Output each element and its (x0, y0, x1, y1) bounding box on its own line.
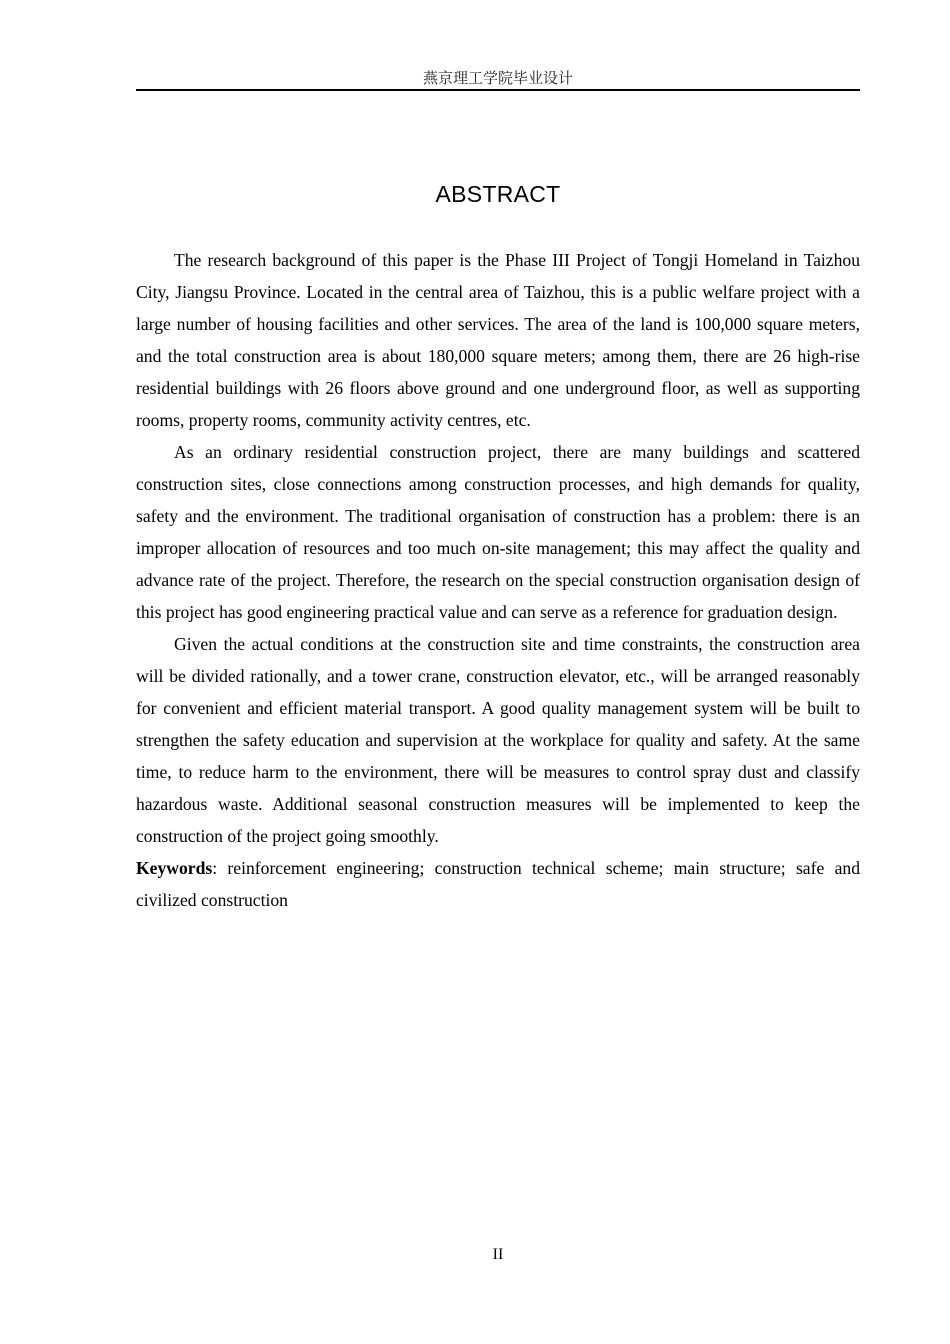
abstract-paragraph-3: Given the actual conditions at the construction site and time constraints, the construction area will be divided rationally, and a tower crane, construction elevator, etc., will be arranged reasonably for convenient and efficient material transport. A good quality management system will be built to strengthen the safety education and supervision at the workplace for quality and safety. At the same time, to reduce harm to the environment, there will be measures to control spray dust and classify hazardous waste. Additional seasonal construction measures will be implemented to keep the construction of the project going smoothly. (136, 634, 860, 846)
page-number: II (492, 1246, 504, 1263)
abstract-paragraph-2: As an ordinary residential construction project, there are many buildings and scattered construction sites, close connections among construction processes, and high demands for quality, safety and the environment. The traditional organisation of construction has a problem: there is an improper allocation of resources and too much on-site management; this may affect the quality and advance rate of the project. Therefore, the research on the special construction organisation design of this project has good engineering practical value and can serve as a reference for graduation design. (136, 442, 860, 622)
header-text: 燕京理工学院毕业设计 (422, 69, 573, 87)
keywords-label: Keywords (136, 858, 213, 878)
abstract-body (136, 244, 860, 916)
keywords-line (136, 852, 860, 916)
page-header (136, 68, 860, 91)
abstract-paragraph-1: The research background of this paper is the Phase III Project of Tongji Homeland in Taizhou City, Jiangsu Province. Located in the central area of Taizhou, this is a public welfare project with a large number of housing facilities and other services. The area of the land is 100,000 square meters, and the total construction area is about 180,000 square meters; among them, there are 26 high-rise residential buildings with 26 floors above ground and one underground floor, as well as supporting rooms, property rooms, community activity centres, etc. (136, 250, 860, 430)
abstract-title: ABSTRACT (435, 181, 561, 207)
keywords-text: : reinforcement engineering; construction technical scheme; main structure; safe and civilized construction (136, 858, 860, 910)
